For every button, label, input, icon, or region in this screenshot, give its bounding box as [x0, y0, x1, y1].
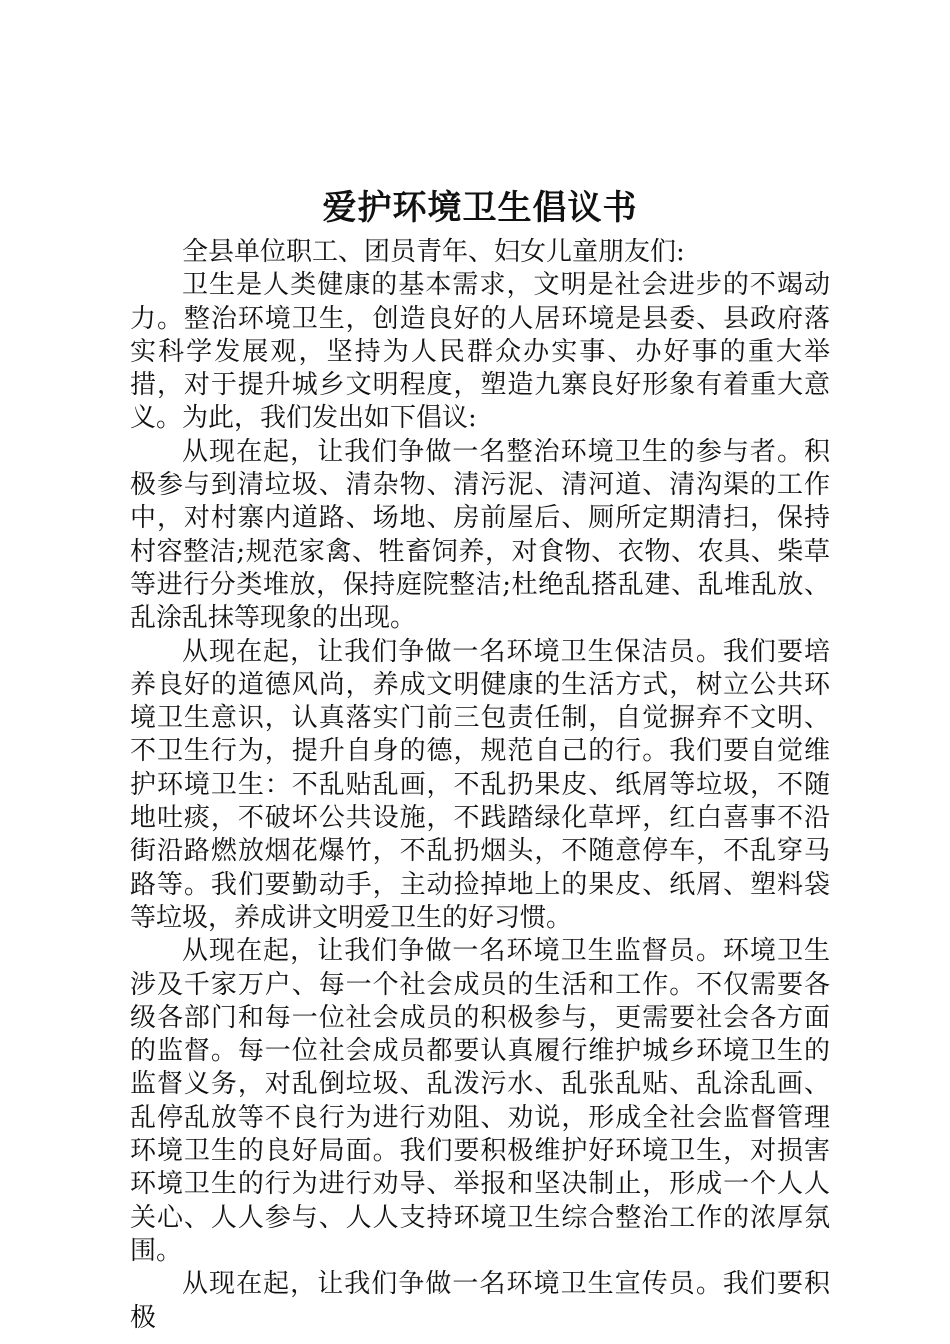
paragraph-participant: 从现在起，让我们争做一名整治环境卫生的参与者。积极参与到清垃圾、清杂物、清污泥、清河道、清沟渠的工作中，对村寨内道路、场地、房前屋后、厕所定期清扫，保持村容整洁;规范家禽、牲畜饲养，对食物、衣物、农具、柴草等进行分类堆放，保持庭院整洁;杜绝乱搭乱建、乱堆乱放、乱涂乱抹等现象的出现。: [130, 436, 830, 634]
document-title: 爱护环境卫生倡议书: [322, 188, 638, 228]
paragraph-supervisor: 从现在起，让我们争做一名环境卫生监督员。环境卫生涉及千家万户、每一个社会成员的生活和工作。不仅需要各级各部门和每一位社会成员的积极参与，更需要社会各方面的监督。每一位社会成员都要认真履行维护城乡环境卫生的监督义务，对乱倒垃圾、乱泼污水、乱张乱贴、乱涂乱画、乱停乱放等不良行为进行劝阻、劝说，形成全社会监督管理环境卫生的良好局面。我们要积极维护好环境卫生，对损害环境卫生的行为进行劝导、举报和坚决制止，形成一个人人关心、人人参与、人人支持环境卫生综合整治工作的浓厚氛围。: [130, 936, 830, 1266]
paragraph-intro: 卫生是人类健康的基本需求，文明是社会进步的不竭动力。整治环境卫生，创造良好的人居环境是县委、县政府落实科学发展观，坚持为人民群众办实事、办好事的重大举措，对于提升城乡文明程度，塑造九寨良好形象有着重大意义。为此，我们发出如下倡议:: [130, 270, 830, 434]
paragraph-cleaner: 从现在起，让我们争做一名环境卫生保洁员。我们要培养良好的道德风尚，养成文明健康的生活方式，树立公共环境卫生意识，认真落实门前三包责任制，自觉摒弃不文明、不卫生行为，提升自身的德，规范自己的行。我们要自觉维护环境卫生：不乱贴乱画，不乱扔果皮、纸屑等垃圾，不随地吐痰，不破坏公共设施，不践踏绿化草坪，红白喜事不沿街沿路燃放烟花爆竹，不乱扔烟头，不随意停车，不乱穿马路等。我们要勤动手，主动捡掉地上的果皮、纸屑、塑料袋等垃圾，养成讲文明爱卫生的好习惯。: [130, 636, 830, 933]
salutation: 全县单位职工、团员青年、妇女儿童朋友们:: [182, 237, 685, 267]
document-page: [130, 180, 830, 1335]
paragraph-publicist: 从现在起，让我们争做一名环境卫生宣传员。我们要积极: [130, 1269, 830, 1333]
